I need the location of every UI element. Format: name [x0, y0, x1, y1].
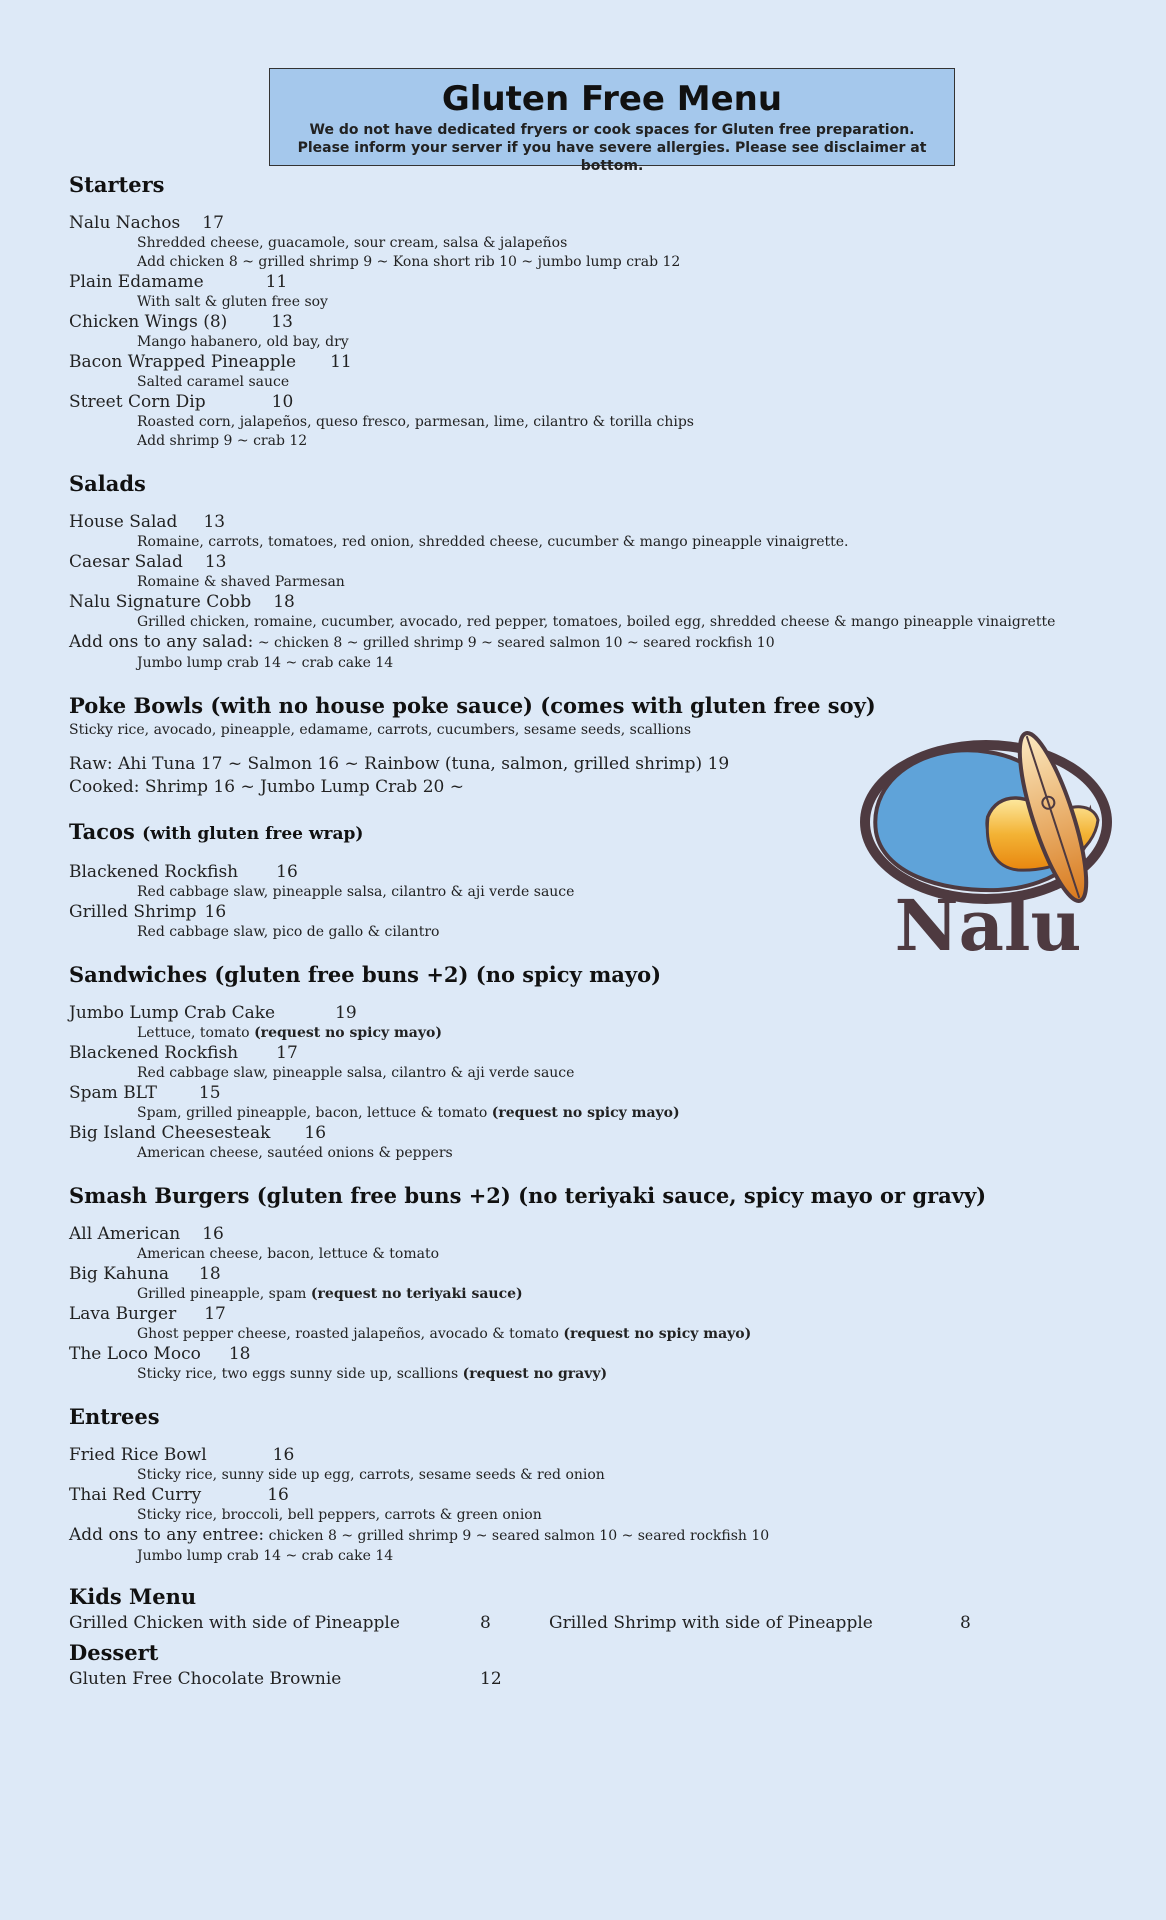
request-note: (request no teriyaki sauce) — [310, 1286, 523, 1302]
item-price: 18 — [199, 1264, 221, 1284]
item-price: 16 — [304, 1123, 327, 1143]
item-name: Chicken Wings (8) — [69, 312, 228, 332]
menu-item — [69, 312, 1089, 333]
tacos-title-note: (with gluten free wrap) — [142, 824, 364, 844]
item-desc: Red cabbage slaw, pineapple salsa, cilantro & aji verde sauce — [137, 884, 575, 900]
entrees-list — [69, 1445, 1089, 1566]
menu-item — [69, 1264, 1089, 1285]
item-name: Big Kahuna — [69, 1264, 170, 1284]
request-note: (request no spicy mayo) — [254, 1025, 442, 1041]
section-title-dessert: Dessert — [69, 1640, 159, 1665]
item-name: Nalu Signature Cobb — [69, 592, 252, 612]
item-name: The Loco Moco — [69, 1344, 201, 1364]
item-name: Caesar Salad — [69, 552, 183, 572]
item-name: Grilled Shrimp — [69, 902, 197, 922]
item-desc — [69, 1325, 1089, 1344]
item-price: 13 — [204, 552, 227, 572]
section-title-kids: Kids Menu — [69, 1584, 197, 1609]
menu-item — [69, 1043, 1089, 1064]
addon-line: Jumbo lump crab 14 ~ crab cake 14 — [137, 1548, 394, 1564]
item-desc — [69, 1285, 1089, 1304]
item-desc — [69, 1064, 1089, 1083]
item-name: Big Island Cheesesteak — [69, 1123, 271, 1143]
item-name: Nalu Nachos — [69, 213, 181, 233]
salads-list — [69, 512, 1089, 673]
menu-item — [69, 1344, 1089, 1365]
item-desc: Red cabbage slaw, pico de gallo & cilantro — [137, 924, 440, 940]
item-price: 16 — [272, 1445, 295, 1465]
item-name: Blackened Rockfish — [69, 862, 239, 882]
addon-label: Add ons to any salad: — [69, 632, 254, 652]
item-name: All American — [69, 1224, 181, 1244]
menu-item — [69, 1485, 1089, 1506]
desc-text: Lettuce, tomato — [137, 1025, 255, 1041]
item-desc: Sticky rice, broccoli, bell peppers, carrots & green onion — [137, 1507, 542, 1523]
entree-addons — [69, 1525, 1089, 1547]
item-price: 18 — [273, 592, 295, 612]
item-desc: With salt & gluten free soy — [137, 294, 328, 310]
item-name: Gluten Free Chocolate Brownie — [69, 1669, 342, 1689]
item-desc: Romaine & shaved Parmesan — [137, 574, 345, 590]
poke-subtitle: Sticky rice, avocado, pineapple, edamame, carrots, cucumbers, sesame seeds, scallions — [69, 722, 692, 738]
request-note: (request no spicy mayo) — [563, 1326, 752, 1342]
item-desc: Mango habanero, old bay, dry — [137, 334, 349, 350]
desc-text: Ghost pepper cheese, roasted jalapeños, avocado & tomato — [137, 1326, 564, 1342]
item-name: Grilled Shrimp with side of Pineapple — [549, 1613, 873, 1633]
item-desc: Add shrimp 9 ~ crab 12 — [137, 433, 308, 449]
item-name: Street Corn Dip — [69, 392, 206, 412]
item-price: 16 — [202, 1224, 224, 1244]
poke-raw: Raw: Ahi Tuna 17 ~ Salmon 16 ~ Rainbow (tuna, salmon, grilled shrimp) 19 — [69, 754, 730, 774]
menu-item — [69, 352, 1089, 373]
request-note: (request no gravy) — [462, 1366, 608, 1382]
item-desc: Roasted corn, jalapeños, queso fresco, parmesan, lime, cilantro & torilla chips — [137, 414, 694, 430]
burgers-list — [69, 1224, 1089, 1384]
tacos-title: Tacos — [69, 819, 135, 844]
item-desc — [69, 1245, 1089, 1264]
item-price: 17 — [202, 213, 224, 233]
item-price: 11 — [330, 352, 352, 372]
desc-text: American cheese, sautéed onions & peppers — [137, 1145, 453, 1161]
item-desc: Romaine, carrots, tomatoes, red onion, shredded cheese, cucumber & mango pineapple vinaigrette. — [137, 534, 849, 550]
item-price: 11 — [265, 272, 288, 292]
item-desc — [69, 1024, 1089, 1043]
item-price: 19 — [335, 1003, 357, 1023]
item-name: Spam BLT — [69, 1083, 157, 1103]
desc-text: Grilled pineapple, spam — [137, 1286, 311, 1302]
request-note: (request no spicy mayo) — [491, 1105, 680, 1121]
item-name: Jumbo Lump Crab Cake — [69, 1003, 276, 1023]
section-title-sandwiches: Sandwiches (gluten free buns +2) (no spicy mayo) — [69, 962, 662, 987]
addon-label: Add ons to any entree: — [69, 1525, 265, 1545]
item-name: Bacon Wrapped Pineapple — [69, 352, 297, 372]
item-name: Thai Red Curry — [69, 1485, 202, 1505]
menu-item — [69, 213, 1089, 234]
item-name: Blackened Rockfish — [69, 1043, 239, 1063]
item-desc: Sticky rice, sunny side up egg, carrots, sesame seeds & red onion — [137, 1467, 605, 1483]
menu-item — [69, 392, 1089, 413]
item-price: 15 — [198, 1083, 221, 1103]
menu-item — [69, 592, 1089, 613]
item-desc: Add chicken 8 ~ grilled shrimp 9 ~ Kona short rib 10 ~ jumbo lump crab 12 — [137, 254, 681, 270]
desc-text: American cheese, bacon, lettuce & tomato — [137, 1246, 440, 1262]
item-price: 8 — [960, 1613, 971, 1633]
item-price: 17 — [276, 1043, 298, 1063]
addon-text: ~ chicken 8 ~ grilled shrimp 9 ~ seared salmon 10 ~ seared rockfish 10 — [253, 635, 775, 651]
nalu-logo — [858, 722, 1118, 962]
kids-row — [69, 1612, 1089, 1636]
item-price: 16 — [267, 1485, 289, 1505]
section-title-salads: Salads — [69, 471, 146, 496]
salad-addons — [69, 632, 1089, 654]
desc-text: Sticky rice, two eggs sunny side up, scallions — [137, 1366, 463, 1382]
item-price: 13 — [271, 312, 293, 332]
menu-item — [69, 1083, 1089, 1104]
poke-cooked: Cooked: Shrimp 16 ~ Jumbo Lump Crab 20 ~ — [69, 777, 464, 797]
menu-header — [269, 68, 955, 174]
menu-item — [69, 512, 1089, 533]
section-title-entrees: Entrees — [69, 1404, 160, 1429]
sandwiches-list — [69, 1003, 1089, 1163]
menu-item — [69, 272, 1089, 293]
logo-text: Nalu — [894, 884, 1082, 962]
menu-item — [69, 1003, 1089, 1024]
menu-title: Gluten Free Menu — [441, 79, 783, 119]
item-name: House Salad — [69, 512, 178, 532]
menu-item — [69, 1445, 1089, 1466]
desc-text: Red cabbage slaw, pineapple salsa, cilantro & aji verde sauce — [137, 1065, 575, 1081]
starters-list — [69, 213, 1089, 451]
menu-item — [69, 552, 1089, 573]
section-title-starters: Starters — [69, 172, 165, 197]
item-price: 17 — [204, 1304, 226, 1324]
item-price: 16 — [276, 862, 298, 882]
item-name: Grilled Chicken with side of Pineapple — [69, 1613, 400, 1633]
menu-item — [69, 1123, 1089, 1144]
section-title-poke: Poke Bowls (with no house poke sauce) (comes with gluten free soy) — [69, 693, 876, 718]
item-price: 16 — [204, 902, 227, 922]
item-desc — [69, 1144, 1089, 1163]
item-price: 12 — [480, 1669, 502, 1689]
dessert-row — [69, 1668, 1089, 1692]
addon-text: chicken 8 ~ grilled shrimp 9 ~ seared salmon 10 ~ seared rockfish 10 — [264, 1528, 770, 1544]
item-name: Fried Rice Bowl — [69, 1445, 207, 1465]
addon-line: Jumbo lump crab 14 ~ crab cake 14 — [137, 655, 394, 671]
item-price: 8 — [480, 1613, 491, 1633]
item-name: Plain Edamame — [69, 272, 204, 292]
item-desc: Shredded cheese, guacamole, sour cream, salsa & jalapeños — [137, 235, 568, 251]
item-price: 13 — [203, 512, 226, 532]
item-price: 18 — [228, 1344, 251, 1364]
desc-text: Spam, grilled pineapple, bacon, lettuce & tomato — [137, 1105, 492, 1121]
item-desc — [69, 1365, 1089, 1384]
item-name: Lava Burger — [69, 1304, 177, 1324]
menu-item — [69, 1304, 1089, 1325]
item-price: 10 — [271, 392, 294, 412]
section-title-burgers: Smash Burgers (gluten free buns +2) (no teriyaki sauce, spicy mayo or gravy) — [69, 1183, 987, 1208]
allergy-note: We do not have dedicated fryers or cook spaces for Gluten free preparation. Please inform your server if you have severe allergies. Please see disclaimer at bottom. — [297, 122, 927, 174]
item-desc — [69, 1104, 1089, 1123]
menu-item — [69, 1224, 1089, 1245]
item-desc: Grilled chicken, romaine, cucumber, avocado, red pepper, tomatoes, boiled egg, shredded cheese & mango pineapple vinaigrette — [137, 614, 1056, 630]
item-desc: Salted caramel sauce — [137, 374, 290, 390]
